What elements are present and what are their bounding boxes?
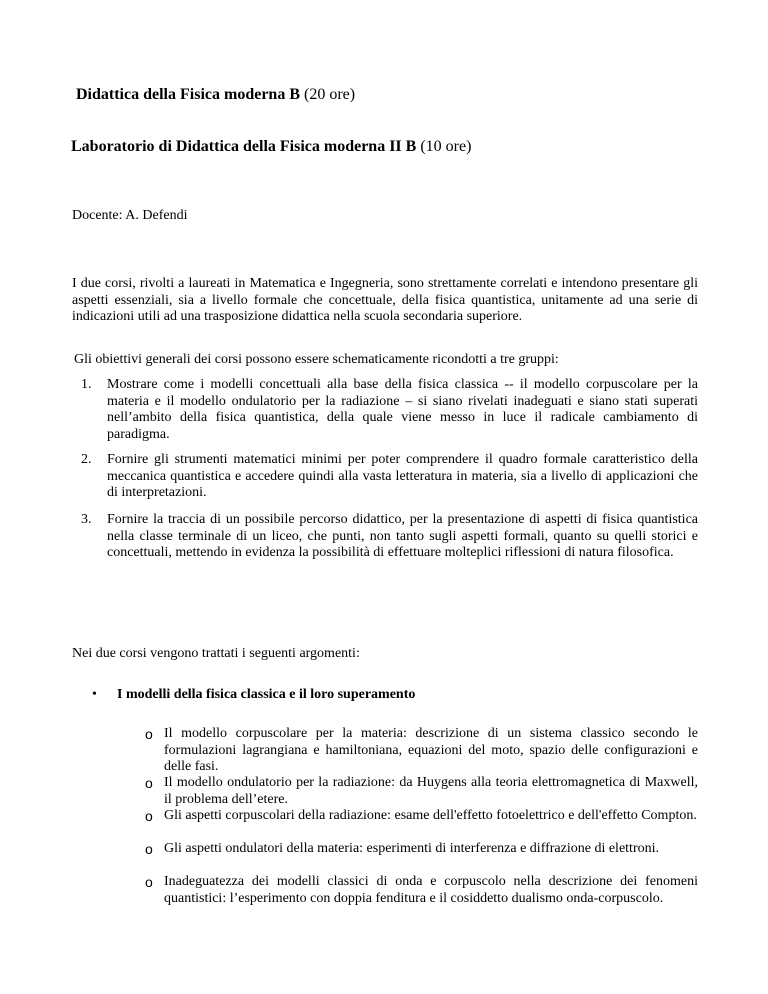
sub-bullet-icon: o — [145, 808, 153, 824]
objective-text-1: Mostrare come i modelli concettuali alla base della fisica classica -- il modello corpuscolare per la materia e il modello ondulatorio per la radiazione – si siano rivelati inadeguati e siano stati superati nell’ambito della fisica quantistica, della quale viene messo in luce il radicale cambiamento di paradigma. — [107, 377, 698, 442]
subtopic-4: Gli aspetti ondulatori della materia: esperimenti di interferenza e diffrazione di elettroni. — [164, 841, 659, 856]
sub-bullet-icon: o — [145, 874, 153, 890]
topic-heading: I modelli della fisica classica e il loro superamento — [117, 687, 416, 702]
sub-bullet-icon: o — [145, 726, 153, 742]
topics-intro: Nei due corsi vengono trattati i seguenti argomenti: — [72, 646, 360, 661]
subtopic-5: Inadeguatezza dei modelli classici di onda e corpuscolo nella descrizione dei fenomeni quantistici: l’esperimento con doppia fenditura e il cosiddetto dualismo onda-corpuscolo. — [164, 874, 698, 906]
sub-bullet-icon: o — [145, 775, 153, 791]
subtopic-3: Gli aspetti corpuscolari della radiazione: esame dell'effetto fotoelettrico e dell'effetto Compton. — [164, 808, 697, 823]
objective-number-1: 1. — [81, 377, 92, 392]
course-title-1 — [76, 86, 355, 104]
objectives-intro: Gli obiettivi generali dei corsi possono essere schematicamente ricondotti a tre gruppi: — [74, 352, 559, 367]
subtopic-2: Il modello ondulatorio per la radiazione: da Huygens alla teoria elettromagnetica di Maxwell, il problema dell’etere. — [164, 775, 698, 807]
objective-number-3: 3. — [81, 512, 92, 527]
course-name-2: Laboratorio di Didattica della Fisica moderna II B — [71, 138, 417, 155]
sub-bullet-icon: o — [145, 841, 153, 857]
intro-paragraph: I due corsi, rivolti a laureati in Matematica e Ingegneria, sono strettamente correlati e intendono presentare gli aspetti essenziali, sia a livello formale che concettuale, della fisica quantistica, unitamente ad una serie di indicazioni utili ad una trasposizione didattica nella scuola secondaria superiore. — [72, 276, 698, 324]
bullet-icon: • — [92, 687, 97, 702]
subtopic-1: Il modello corpuscolare per la materia: descrizione di un sistema classico secondo le formulazioni lagrangiana e hamiltoniana, equazioni del moto, spazio delle configurazioni e delle fasi. — [164, 726, 698, 774]
teacher-line: Docente: A. Defendi — [72, 208, 188, 223]
course-hours-2: (10 ore) — [420, 138, 472, 155]
course-name-1: Didattica della Fisica moderna B — [76, 86, 300, 103]
course-title-2 — [71, 138, 471, 156]
objective-number-2: 2. — [81, 452, 92, 467]
objective-text-3: Fornire la traccia di un possibile percorso didattico, per la presentazione di aspetti di fisica quantistica nella classe terminale di un liceo, che punti, non tanto sugli aspetti formali, quanto su quelli storici e concettuali, mettendo in evidenza la possibilità di effettuare molteplici riflessioni di natura filosofica. — [107, 512, 698, 560]
course-hours-1: (20 ore) — [303, 86, 356, 103]
objective-text-2: Fornire gli strumenti matematici minimi per poter comprendere il quadro formale caratteristico della meccanica quantistica e accedere quindi alla vasta letteratura in materia, sia a livello di applicazioni che di interpretazioni. — [107, 452, 698, 500]
